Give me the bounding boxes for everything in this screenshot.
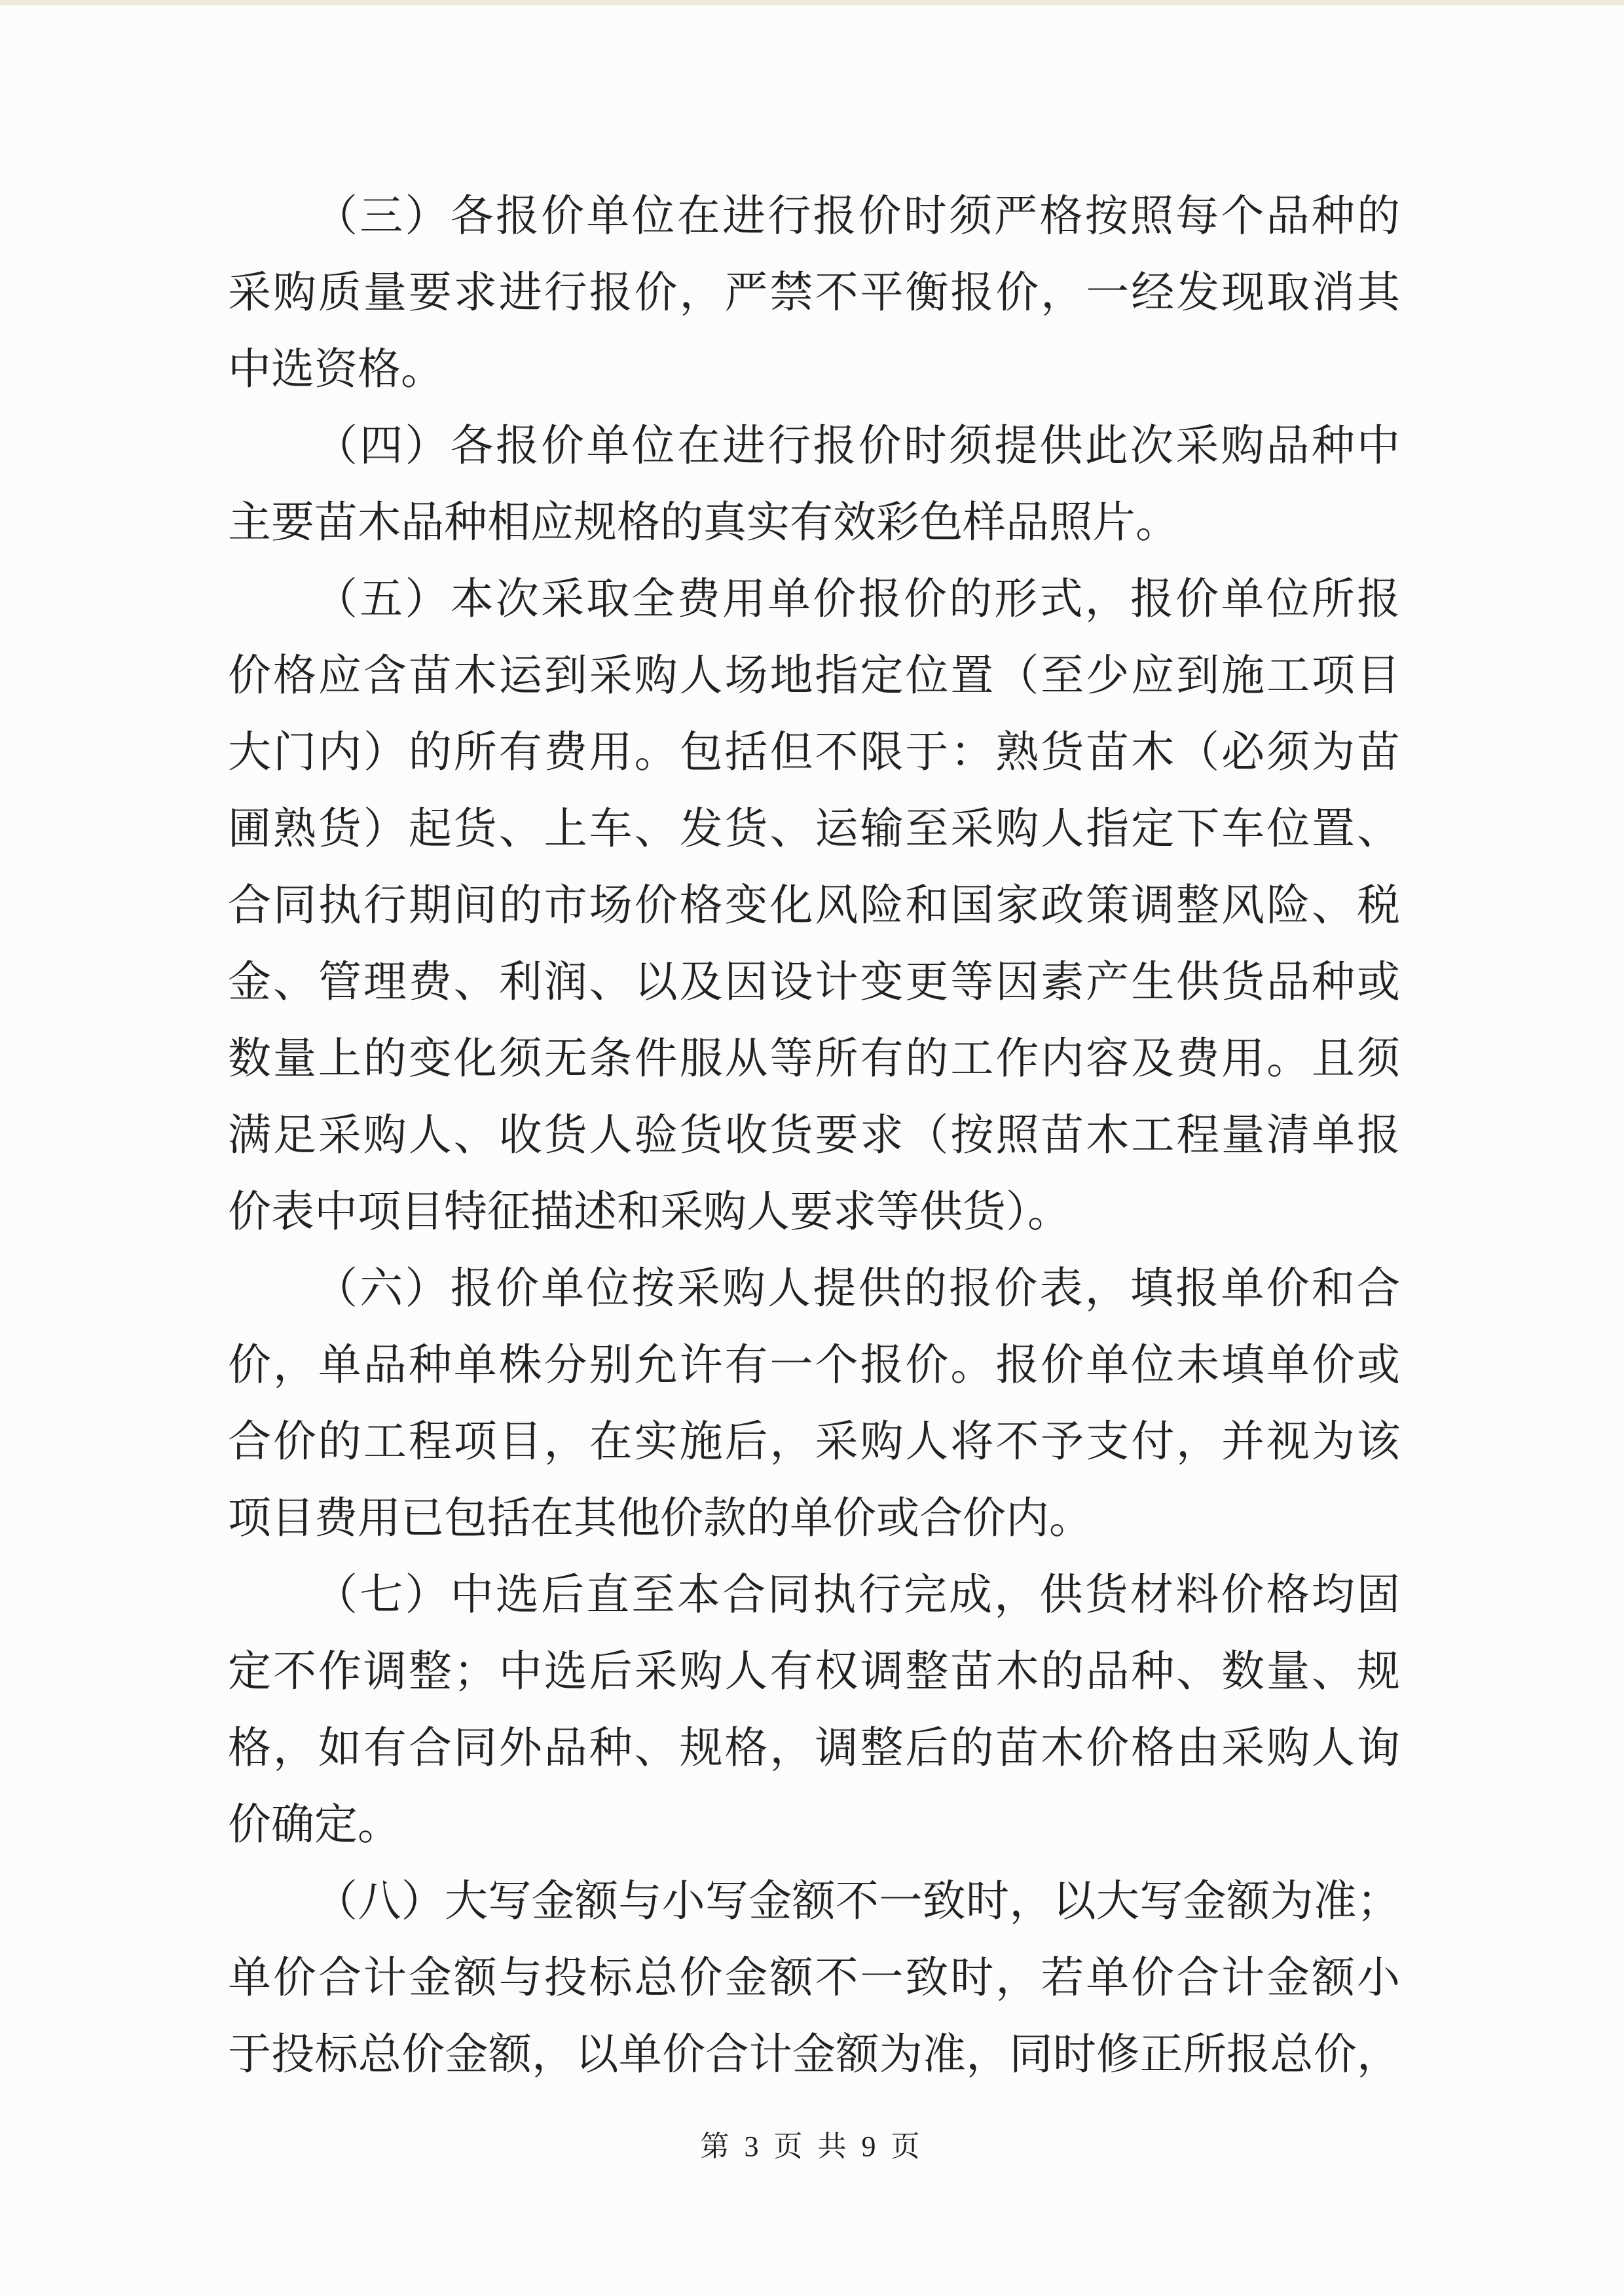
text-line: 满足采购人、收货人验货收货要求（按照苗木工程量清单报: [228, 1112, 1400, 1159]
text-line: 中选资格。: [228, 346, 444, 393]
text-line: 价格应含苗木运到采购人场地指定位置（至少应到施工项目: [228, 652, 1400, 700]
text-line: （八）大写金额与小写金额不一致时，以大写金额为准；: [314, 1878, 1400, 1925]
text-line: 数量上的变化须无条件服从等所有的工作内容及费用。且须: [228, 1035, 1400, 1083]
text-line: （三）各报价单位在进行报价时须严格按照每个品种的: [314, 192, 1400, 240]
text-line: 圃熟货）起货、上车、发货、运输至采购人指定下车位置、: [228, 805, 1400, 853]
text-line: （四）各报价单位在进行报价时须提供此次采购品种中: [314, 422, 1400, 470]
text-line: 价确定。: [228, 1801, 401, 1849]
text-line: 定不作调整；中选后采购人有权调整苗木的品种、数量、规: [228, 1648, 1400, 1696]
text-line: 价表中项目特征描述和采购人要求等供货）。: [228, 1188, 1071, 1236]
text-line: （六）报价单位按采购人提供的报价表，填报单价和合: [314, 1265, 1400, 1313]
text-line: 主要苗木品种相应规格的真实有效彩色样品照片。: [228, 499, 1179, 547]
text-line: 格，如有合同外品种、规格，调整后的苗木价格由采购人询: [228, 1724, 1400, 1772]
text-line: 于投标总价金额，以单价合计金额为准，同时修正所报总价，: [228, 2031, 1400, 2079]
scan-edge-artifact: [0, 0, 1624, 5]
text-line: 合同执行期间的市场价格变化风险和国家政策调整风险、税: [228, 882, 1400, 930]
text-line: 单价合计金额与投标总价金额不一致时，若单价合计金额小: [228, 1954, 1400, 2002]
text-line: 价，单品种单株分别允许有一个报价。报价单位未填单价或: [228, 1341, 1400, 1389]
text-line: 采购质量要求进行报价，严禁不平衡报价，一经发现取消其: [228, 269, 1400, 317]
text-line: 项目费用已包括在其他价款的单价或合价内。: [228, 1495, 1092, 1542]
text-line: 大门内）的所有费用。包括但不限于：熟货苗木（必须为苗: [228, 729, 1400, 776]
text-line: 合价的工程项目，在实施后，采购人将不予支付，并视为该: [228, 1418, 1400, 1466]
text-line: （七）中选后直至本合同执行完成，供货材料价格均固: [314, 1571, 1400, 1619]
text-line: 金、管理费、利润、以及因设计变更等因素产生供货品种或: [228, 958, 1400, 1006]
page-number: 第 3 页 共 9 页: [700, 2130, 924, 2162]
text-line: （五）本次采取全费用单价报价的形式，报价单位所报: [314, 575, 1400, 623]
document-text: [228, 178, 1400, 2093]
